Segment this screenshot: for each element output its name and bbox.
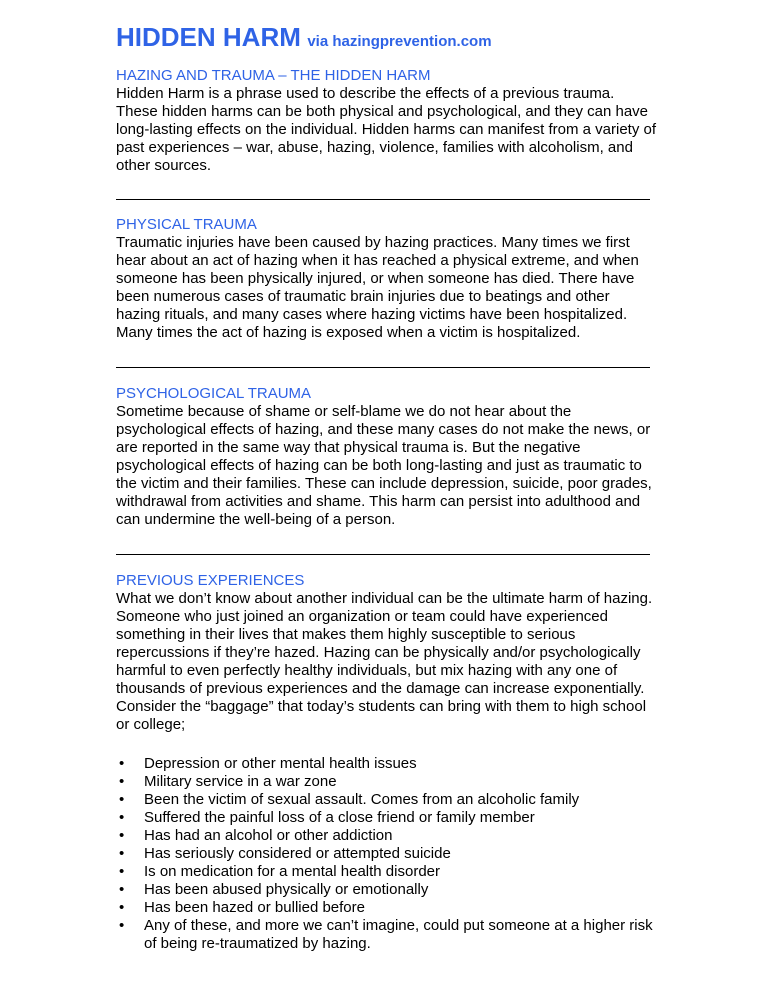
list-item-text: Is on medication for a mental health disorder xyxy=(144,863,440,880)
list-item xyxy=(116,773,656,791)
section-heading: HAZING AND TRAUMA – THE HIDDEN HARM xyxy=(116,67,431,84)
bullet-icon: • xyxy=(119,827,125,844)
bullet-icon: • xyxy=(119,791,125,808)
bullet-icon: • xyxy=(119,755,125,772)
list-item xyxy=(116,755,656,773)
list-item xyxy=(116,845,656,863)
list-item-text: Military service in a war zone xyxy=(144,773,337,790)
list-item-text: Any of these, and more we can’t imagine, could put someone at a higher risk of being re-traumatized by hazing. xyxy=(144,917,653,952)
section-physical-trauma xyxy=(116,216,656,342)
list-item xyxy=(116,791,656,809)
section-divider xyxy=(116,367,650,368)
document-page xyxy=(116,22,656,953)
bullet-icon: • xyxy=(119,863,125,880)
list-item-text: Has been hazed or bullied before xyxy=(144,899,365,916)
section-body: Hidden Harm is a phrase used to describe the effects of a previous trauma. These hidden harms can be both physical and psychological, and they can have long-lasting effects on the individual. Hidden harms can manifest from a variety of past experiences – war, abuse, hazing, violence, families with alcoholism, and other sources. xyxy=(116,85,656,174)
list-item-text: Depression or other mental health issues xyxy=(144,755,417,772)
list-item-text: Has seriously considered or attempted suicide xyxy=(144,845,451,862)
section-body: Sometime because of shame or self-blame we do not hear about the psychological effects of hazing, and these many cases do not make the news, or are reported in the same way that physical trauma is. But the negative psychological effects of hazing can be both long-lasting and just as traumatic to the victim and their families. These can include depression, suicide, poor grades, withdrawal from activities and shame. This harm can persist into adulthood and can undermine the well-being of a person. xyxy=(116,403,652,528)
list-item xyxy=(116,917,656,953)
bullet-icon: • xyxy=(119,809,125,826)
list-item xyxy=(116,899,656,917)
list-item xyxy=(116,827,656,845)
bullet-icon: • xyxy=(119,881,125,898)
list-item xyxy=(116,863,656,881)
section-heading: PHYSICAL TRAUMA xyxy=(116,216,257,233)
list-item xyxy=(116,809,656,827)
list-item xyxy=(116,881,656,899)
bullet-icon: • xyxy=(119,917,125,934)
section-previous-experiences xyxy=(116,572,656,734)
section-body: What we don’t know about another individual can be the ultimate harm of hazing. Someone who just joined an organization or team could have experienced something in their lives that makes them highly susceptible to serious repercussions if they’re hazed. Hazing can be physically and/or psychologically harmful to even perfectly healthy individuals, but mix hazing with any one of thousands of previous experiences and the damage can increase exponentially. Consider the “baggage” that today’s students can bring with them to high school or college; xyxy=(116,590,653,733)
bullet-icon: • xyxy=(119,845,125,862)
bullet-icon: • xyxy=(119,773,125,790)
section-hazing-and-trauma xyxy=(116,67,656,175)
section-divider xyxy=(116,554,650,555)
section-heading: PREVIOUS EXPERIENCES xyxy=(116,572,305,589)
document-subtitle: via hazingprevention.com xyxy=(307,33,492,50)
list-item-text: Been the victim of sexual assault. Comes from an alcoholic family xyxy=(144,791,580,808)
list-item-text: Suffered the painful loss of a close friend or family member xyxy=(144,809,535,826)
bullet-icon: • xyxy=(119,899,125,916)
list-item-text: Has had an alcohol or other addiction xyxy=(144,827,393,844)
section-heading: PSYCHOLOGICAL TRAUMA xyxy=(116,385,312,402)
risk-factor-list xyxy=(116,755,656,953)
list-item-text: Has been abused physically or emotionally xyxy=(144,881,429,898)
section-psychological-trauma xyxy=(116,385,656,529)
document-title: HIDDEN HARM xyxy=(116,22,301,52)
document-header xyxy=(116,22,656,53)
section-divider xyxy=(116,199,650,200)
section-body: Traumatic injuries have been caused by hazing practices. Many times we first hear about an act of hazing when it has reached a physical extreme, and when someone has been physically injured, or when someone has died. There have been numerous cases of traumatic brain injuries due to beatings and other hazing rituals, and many cases where hazing victims have been hospitalized. Many times the act of hazing is exposed when a victim is hospitalized. xyxy=(116,234,639,341)
